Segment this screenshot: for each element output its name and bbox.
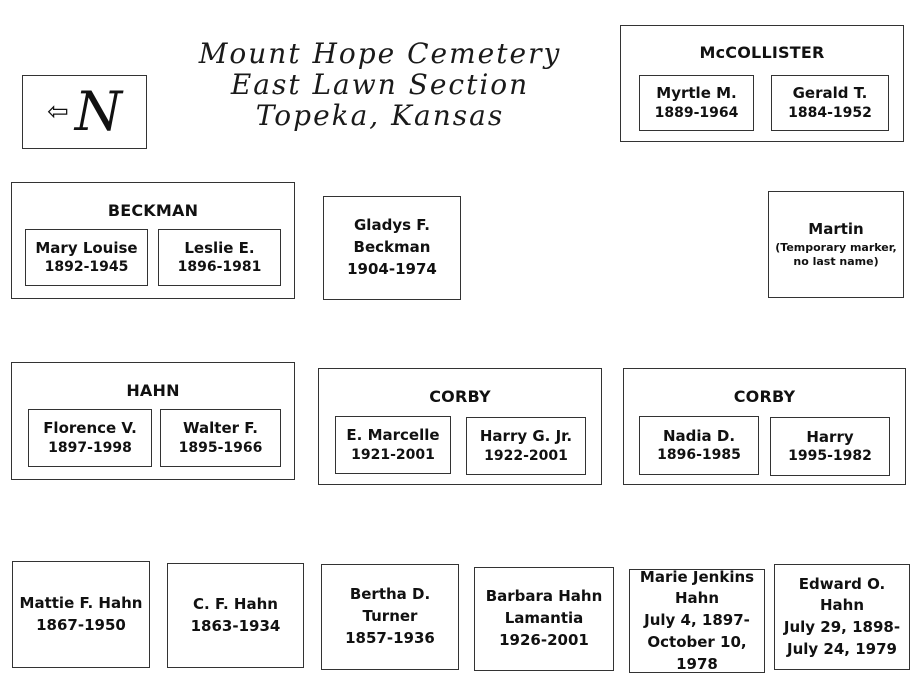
person-dates: 1896-1981: [177, 259, 262, 276]
header-location: Topeka, Kansas: [255, 99, 505, 132]
person-surname: Hahn: [819, 596, 865, 615]
person-name: Gladys F.: [354, 216, 430, 235]
person-dates: 1867-1950: [36, 615, 126, 634]
grave-marker-cf-hahn: [167, 563, 304, 668]
grave-marker-marie-hahn: [629, 569, 765, 673]
person-dates: 1897-1998: [48, 439, 132, 456]
person-name: Gerald T.: [792, 84, 868, 103]
person-dates: 1904-1974: [347, 259, 437, 278]
grave-marker: [335, 416, 451, 474]
person-dates: 1896-1985: [657, 447, 741, 464]
person-dates: 1995-1982: [788, 448, 872, 465]
header-section: East Lawn Section: [230, 68, 530, 101]
person-name: Florence V.: [43, 419, 137, 438]
family-plot-corby-marcelle: [318, 368, 602, 485]
family-plot-hahn: [11, 362, 295, 480]
person-death: October 10, 1978: [647, 632, 747, 673]
person-surname: Turner: [362, 607, 418, 626]
person-dates: 1921-2001: [351, 446, 435, 463]
grave-marker: [770, 417, 890, 476]
grave-marker: [639, 75, 754, 131]
grave-marker: [25, 229, 148, 286]
person-dates: 1892-1945: [44, 259, 129, 276]
person-name: Barbara Hahn: [485, 587, 603, 606]
family-plot-corby-nadia: [623, 368, 906, 485]
person-name: E. Marcelle: [346, 426, 440, 445]
person-name: Martin: [808, 220, 864, 239]
grave-marker-martin: [768, 191, 904, 298]
grave-marker-mattie-hahn: [12, 561, 150, 668]
person-name: Mattie F. Hahn: [19, 593, 143, 612]
person-name: Bertha D.: [349, 585, 431, 604]
person-name: Marie Jenkins: [639, 567, 755, 586]
person-surname: Beckman: [353, 238, 431, 257]
person-name: Walter F.: [183, 419, 258, 438]
person-death: July 24, 1979: [787, 639, 897, 658]
person-dates: 1863-1934: [190, 616, 281, 635]
family-title: CORBY: [733, 387, 796, 406]
grave-marker-bertha-turner: [321, 564, 459, 670]
family-plot-beckman: [11, 182, 295, 299]
grave-marker: [466, 417, 586, 475]
family-title: BECKMAN: [107, 201, 199, 220]
family-title: McCOLLISTER: [699, 43, 825, 62]
cemetery-header: [180, 38, 580, 131]
person-dates: 1857-1936: [345, 628, 435, 647]
person-dates: 1922-2001: [484, 447, 568, 464]
grave-marker: [158, 229, 281, 286]
north-compass: [22, 75, 147, 149]
grave-marker: [28, 409, 152, 467]
grave-marker: [639, 416, 759, 475]
person-dates: 1884-1952: [788, 104, 872, 121]
person-name: Harry G. Jr.: [479, 427, 573, 446]
grave-marker: [771, 75, 889, 131]
family-title: CORBY: [429, 387, 491, 406]
left-arrow-icon: ⇦: [46, 97, 69, 127]
north-letter: N: [74, 80, 123, 143]
marker-note: (Temporary marker,: [775, 241, 897, 255]
grave-marker-gladys-beckman: [323, 196, 461, 300]
family-plot-mccollister: [620, 25, 904, 142]
person-name: Nadia D.: [662, 426, 736, 445]
person-name: C. F. Hahn: [193, 594, 278, 613]
person-dates: 1895-1966: [178, 439, 263, 456]
header-title: Mount Hope Cemetery: [198, 37, 562, 70]
person-name: Mary Louise: [35, 238, 138, 257]
person-surname: Hahn: [674, 589, 720, 608]
grave-marker-barbara-lamantia: [474, 567, 614, 671]
person-name: Myrtle M.: [656, 84, 737, 103]
person-birth: July 4, 1897-: [644, 611, 750, 630]
person-name: Leslie E.: [184, 238, 255, 257]
person-dates: 1926-2001: [499, 630, 589, 649]
grave-marker-edward-hahn: [774, 564, 910, 670]
person-name: Edward O.: [798, 574, 886, 593]
person-birth: July 29, 1898-: [783, 618, 901, 636]
person-name: Harry: [806, 427, 854, 446]
grave-marker: [160, 409, 281, 467]
person-surname: Lamantia: [504, 609, 584, 628]
family-title: HAHN: [126, 381, 180, 400]
marker-note: no last name): [793, 255, 879, 269]
person-dates: 1889-1964: [654, 104, 739, 121]
